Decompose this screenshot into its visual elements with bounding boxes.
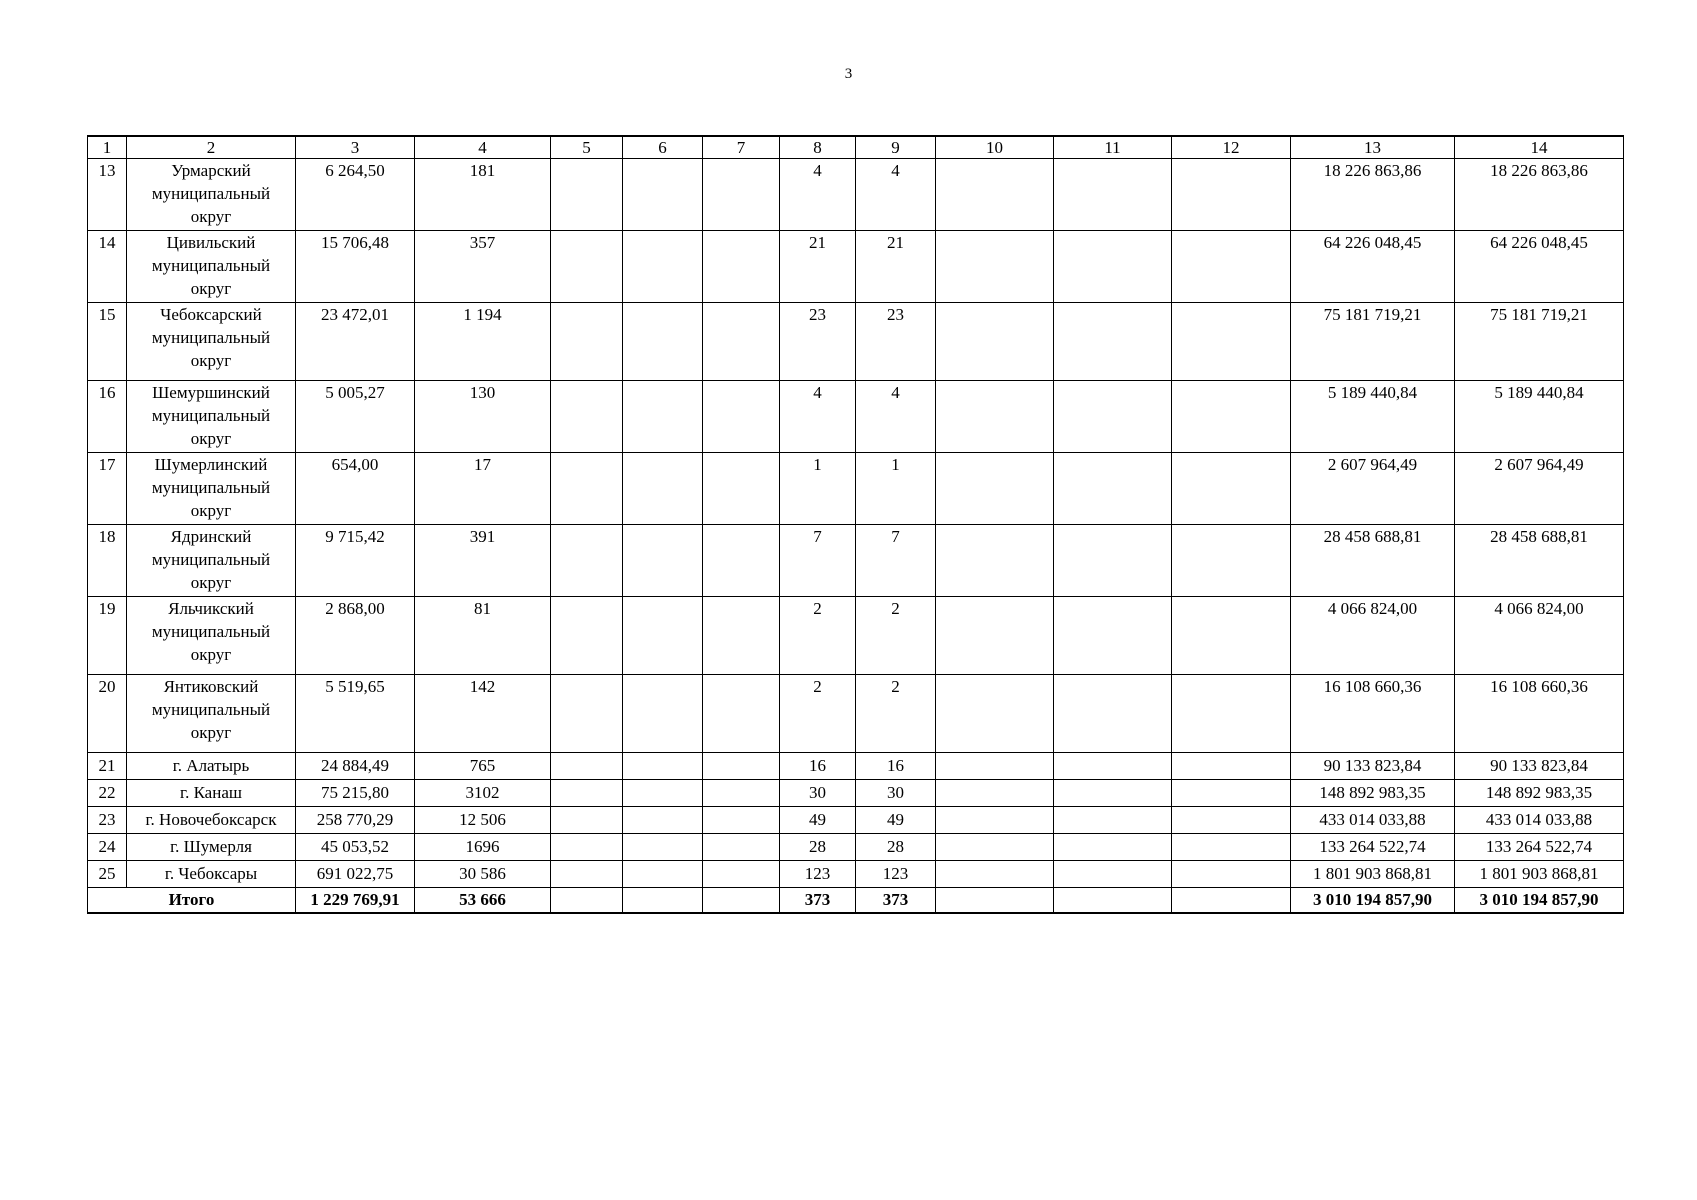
table-cell: 24 884,49 bbox=[296, 753, 415, 780]
table-row bbox=[88, 303, 1624, 381]
table-cell: 17 bbox=[415, 453, 551, 525]
table-cell: 4 bbox=[856, 381, 936, 453]
table-cell bbox=[1172, 780, 1291, 807]
table-cell: 23 bbox=[856, 303, 936, 381]
table-cell: 4 066 824,00 bbox=[1455, 597, 1624, 675]
table-cell: 64 226 048,45 bbox=[1291, 231, 1455, 303]
table-cell: 28 458 688,81 bbox=[1455, 525, 1624, 597]
row-number: 20 bbox=[88, 675, 127, 753]
table-cell bbox=[623, 834, 703, 861]
table-cell bbox=[936, 159, 1054, 231]
table-cell: 1 194 bbox=[415, 303, 551, 381]
row-number: 23 bbox=[88, 807, 127, 834]
total-cell: 3 010 194 857,90 bbox=[1455, 888, 1624, 914]
table-cell: 4 bbox=[780, 381, 856, 453]
table-cell: 1 bbox=[780, 453, 856, 525]
row-number: 18 bbox=[88, 525, 127, 597]
row-number: 22 bbox=[88, 780, 127, 807]
column-header: 2 bbox=[127, 136, 296, 159]
total-cell bbox=[703, 888, 780, 914]
table-cell: 28 bbox=[856, 834, 936, 861]
table-cell bbox=[703, 780, 780, 807]
table-cell bbox=[1172, 231, 1291, 303]
table-cell: 1 bbox=[856, 453, 936, 525]
table-cell: 691 022,75 bbox=[296, 861, 415, 888]
table-cell: 142 bbox=[415, 675, 551, 753]
table-cell: 2 bbox=[780, 597, 856, 675]
table-cell bbox=[1054, 453, 1172, 525]
table-cell: 357 bbox=[415, 231, 551, 303]
table-cell bbox=[623, 861, 703, 888]
table-cell bbox=[1172, 675, 1291, 753]
municipality-name: г. Алатырь bbox=[127, 753, 296, 780]
table-cell: 148 892 983,35 bbox=[1291, 780, 1455, 807]
total-label: Итого bbox=[88, 888, 296, 914]
table-cell bbox=[551, 159, 623, 231]
table-cell: 21 bbox=[856, 231, 936, 303]
data-table bbox=[87, 135, 1624, 914]
table-cell bbox=[1172, 525, 1291, 597]
table-cell: 391 bbox=[415, 525, 551, 597]
table-cell bbox=[1054, 675, 1172, 753]
table-cell bbox=[1054, 807, 1172, 834]
table-cell bbox=[623, 303, 703, 381]
row-number: 14 bbox=[88, 231, 127, 303]
table-cell bbox=[703, 753, 780, 780]
table-cell: 16 bbox=[856, 753, 936, 780]
table-cell: 5 189 440,84 bbox=[1455, 381, 1624, 453]
table-cell: 433 014 033,88 bbox=[1455, 807, 1624, 834]
table-cell bbox=[623, 231, 703, 303]
row-number: 24 bbox=[88, 834, 127, 861]
column-header: 3 bbox=[296, 136, 415, 159]
table-cell: 654,00 bbox=[296, 453, 415, 525]
table-row bbox=[88, 381, 1624, 453]
table-cell bbox=[936, 597, 1054, 675]
column-header: 6 bbox=[623, 136, 703, 159]
table-cell bbox=[703, 675, 780, 753]
table-cell bbox=[1172, 303, 1291, 381]
table-cell bbox=[1054, 381, 1172, 453]
table-cell bbox=[936, 453, 1054, 525]
table-cell: 130 bbox=[415, 381, 551, 453]
table-cell: 2 607 964,49 bbox=[1291, 453, 1455, 525]
table-cell bbox=[551, 807, 623, 834]
column-header: 12 bbox=[1172, 136, 1291, 159]
municipality-name: Урмарский муниципальный округ bbox=[127, 159, 296, 231]
table-cell bbox=[703, 303, 780, 381]
table-cell bbox=[1172, 597, 1291, 675]
table-cell bbox=[1054, 525, 1172, 597]
table-cell: 2 868,00 bbox=[296, 597, 415, 675]
table-cell bbox=[623, 525, 703, 597]
table-cell: 23 472,01 bbox=[296, 303, 415, 381]
total-cell: 373 bbox=[780, 888, 856, 914]
table-cell bbox=[551, 753, 623, 780]
table-cell: 133 264 522,74 bbox=[1455, 834, 1624, 861]
row-number: 25 bbox=[88, 861, 127, 888]
table-row bbox=[88, 780, 1624, 807]
table-cell: 2 bbox=[856, 597, 936, 675]
municipality-name: Ядринский муниципальный округ bbox=[127, 525, 296, 597]
table-cell: 258 770,29 bbox=[296, 807, 415, 834]
column-header: 9 bbox=[856, 136, 936, 159]
table-cell bbox=[623, 597, 703, 675]
table-cell bbox=[551, 381, 623, 453]
row-number: 19 bbox=[88, 597, 127, 675]
table-cell: 30 586 bbox=[415, 861, 551, 888]
table-cell: 2 bbox=[780, 675, 856, 753]
table-cell: 15 706,48 bbox=[296, 231, 415, 303]
table-row bbox=[88, 675, 1624, 753]
table-cell: 7 bbox=[780, 525, 856, 597]
table-cell bbox=[623, 453, 703, 525]
table-cell: 2 607 964,49 bbox=[1455, 453, 1624, 525]
table-cell: 75 215,80 bbox=[296, 780, 415, 807]
table-cell: 28 bbox=[780, 834, 856, 861]
table-cell bbox=[1172, 807, 1291, 834]
table-cell: 90 133 823,84 bbox=[1455, 753, 1624, 780]
table-cell: 1696 bbox=[415, 834, 551, 861]
table-cell bbox=[1172, 861, 1291, 888]
table-cell: 23 bbox=[780, 303, 856, 381]
table-cell: 5 005,27 bbox=[296, 381, 415, 453]
header-row bbox=[88, 136, 1624, 159]
table-cell bbox=[551, 231, 623, 303]
table-cell bbox=[936, 753, 1054, 780]
table-cell bbox=[703, 597, 780, 675]
table-row bbox=[88, 834, 1624, 861]
table-cell: 49 bbox=[856, 807, 936, 834]
table-cell bbox=[936, 303, 1054, 381]
table-cell: 30 bbox=[856, 780, 936, 807]
table-cell: 21 bbox=[780, 231, 856, 303]
column-header: 1 bbox=[88, 136, 127, 159]
municipality-name: Цивильский муниципальный округ bbox=[127, 231, 296, 303]
table-cell bbox=[1054, 159, 1172, 231]
table-cell: 123 bbox=[856, 861, 936, 888]
table-cell bbox=[703, 159, 780, 231]
table-row bbox=[88, 525, 1624, 597]
table-cell: 16 108 660,36 bbox=[1455, 675, 1624, 753]
total-cell bbox=[1172, 888, 1291, 914]
table-cell: 3102 bbox=[415, 780, 551, 807]
table-cell: 133 264 522,74 bbox=[1291, 834, 1455, 861]
table-cell: 90 133 823,84 bbox=[1291, 753, 1455, 780]
row-number: 17 bbox=[88, 453, 127, 525]
table-cell bbox=[703, 381, 780, 453]
table-cell bbox=[936, 861, 1054, 888]
table-cell: 6 264,50 bbox=[296, 159, 415, 231]
total-cell: 3 010 194 857,90 bbox=[1291, 888, 1455, 914]
table-cell bbox=[551, 597, 623, 675]
table-cell: 123 bbox=[780, 861, 856, 888]
table-cell: 75 181 719,21 bbox=[1291, 303, 1455, 381]
municipality-name: г. Новочебоксарск bbox=[127, 807, 296, 834]
table-cell bbox=[623, 159, 703, 231]
table-cell bbox=[936, 834, 1054, 861]
table-row bbox=[88, 159, 1624, 231]
table-cell bbox=[1054, 303, 1172, 381]
total-row bbox=[88, 888, 1624, 914]
table-cell bbox=[1054, 780, 1172, 807]
table-row bbox=[88, 807, 1624, 834]
table-cell: 16 bbox=[780, 753, 856, 780]
table-cell: 28 458 688,81 bbox=[1291, 525, 1455, 597]
column-header: 5 bbox=[551, 136, 623, 159]
column-header: 14 bbox=[1455, 136, 1624, 159]
table-cell bbox=[703, 834, 780, 861]
column-header: 4 bbox=[415, 136, 551, 159]
municipality-name: г. Канаш bbox=[127, 780, 296, 807]
table-cell bbox=[1172, 381, 1291, 453]
table-cell bbox=[623, 381, 703, 453]
total-cell: 373 bbox=[856, 888, 936, 914]
table-cell bbox=[936, 525, 1054, 597]
municipality-name: г. Шумерля bbox=[127, 834, 296, 861]
table-cell bbox=[1172, 753, 1291, 780]
table-cell bbox=[551, 834, 623, 861]
table-cell: 765 bbox=[415, 753, 551, 780]
table-cell bbox=[936, 807, 1054, 834]
table-cell bbox=[936, 381, 1054, 453]
table-cell bbox=[703, 861, 780, 888]
table-row bbox=[88, 453, 1624, 525]
table-cell: 64 226 048,45 bbox=[1455, 231, 1624, 303]
table-cell bbox=[623, 807, 703, 834]
table-cell bbox=[703, 231, 780, 303]
municipality-name: Янтиковский муниципальный округ bbox=[127, 675, 296, 753]
page-number: 3 bbox=[844, 66, 853, 82]
table-cell bbox=[1054, 231, 1172, 303]
table-cell bbox=[1172, 159, 1291, 231]
table-cell bbox=[623, 780, 703, 807]
table-cell: 4 bbox=[780, 159, 856, 231]
table-cell: 148 892 983,35 bbox=[1455, 780, 1624, 807]
total-cell bbox=[936, 888, 1054, 914]
column-header: 10 bbox=[936, 136, 1054, 159]
table-cell bbox=[623, 675, 703, 753]
table-cell: 1 801 903 868,81 bbox=[1455, 861, 1624, 888]
table-cell: 45 053,52 bbox=[296, 834, 415, 861]
total-cell bbox=[1054, 888, 1172, 914]
table-cell bbox=[551, 303, 623, 381]
total-cell bbox=[623, 888, 703, 914]
table-cell bbox=[703, 525, 780, 597]
table-cell bbox=[551, 780, 623, 807]
table-cell: 181 bbox=[415, 159, 551, 231]
row-number: 16 bbox=[88, 381, 127, 453]
table-cell: 18 226 863,86 bbox=[1455, 159, 1624, 231]
table-cell: 30 bbox=[780, 780, 856, 807]
total-cell: 1 229 769,91 bbox=[296, 888, 415, 914]
table-cell bbox=[551, 525, 623, 597]
table-cell: 9 715,42 bbox=[296, 525, 415, 597]
table-row bbox=[88, 597, 1624, 675]
table-cell: 433 014 033,88 bbox=[1291, 807, 1455, 834]
table-cell: 4 066 824,00 bbox=[1291, 597, 1455, 675]
column-header: 8 bbox=[780, 136, 856, 159]
municipality-name: Шемуршинский муниципальный округ bbox=[127, 381, 296, 453]
row-number: 21 bbox=[88, 753, 127, 780]
table-cell: 18 226 863,86 bbox=[1291, 159, 1455, 231]
table-cell: 75 181 719,21 bbox=[1455, 303, 1624, 381]
table-cell: 5 189 440,84 bbox=[1291, 381, 1455, 453]
table-row bbox=[88, 231, 1624, 303]
table-cell bbox=[551, 675, 623, 753]
table-cell bbox=[623, 753, 703, 780]
table-row bbox=[88, 861, 1624, 888]
table-cell bbox=[1172, 453, 1291, 525]
row-number: 13 bbox=[88, 159, 127, 231]
table-cell: 49 bbox=[780, 807, 856, 834]
row-number: 15 bbox=[88, 303, 127, 381]
column-header: 7 bbox=[703, 136, 780, 159]
table-cell bbox=[1054, 861, 1172, 888]
municipality-name: Шумерлинский муниципальный округ bbox=[127, 453, 296, 525]
table-cell: 7 bbox=[856, 525, 936, 597]
table-cell bbox=[1054, 753, 1172, 780]
table-cell: 81 bbox=[415, 597, 551, 675]
municipality-name: Чебоксарский муниципальный округ bbox=[127, 303, 296, 381]
column-header: 11 bbox=[1054, 136, 1172, 159]
column-header: 13 bbox=[1291, 136, 1455, 159]
table-cell: 1 801 903 868,81 bbox=[1291, 861, 1455, 888]
table-cell bbox=[1172, 834, 1291, 861]
table-cell bbox=[703, 453, 780, 525]
total-cell bbox=[551, 888, 623, 914]
table-cell bbox=[936, 675, 1054, 753]
table-cell: 12 506 bbox=[415, 807, 551, 834]
table-cell: 5 519,65 bbox=[296, 675, 415, 753]
table-cell: 4 bbox=[856, 159, 936, 231]
table-cell bbox=[936, 231, 1054, 303]
table-cell bbox=[551, 861, 623, 888]
municipality-name: Яльчикский муниципальный округ bbox=[127, 597, 296, 675]
table-cell bbox=[551, 453, 623, 525]
total-cell: 53 666 bbox=[415, 888, 551, 914]
table-row bbox=[88, 753, 1624, 780]
table-cell bbox=[1054, 834, 1172, 861]
table-cell: 2 bbox=[856, 675, 936, 753]
table-cell bbox=[703, 807, 780, 834]
table-cell: 16 108 660,36 bbox=[1291, 675, 1455, 753]
municipality-name: г. Чебоксары bbox=[127, 861, 296, 888]
table-cell bbox=[936, 780, 1054, 807]
table-cell bbox=[1054, 597, 1172, 675]
